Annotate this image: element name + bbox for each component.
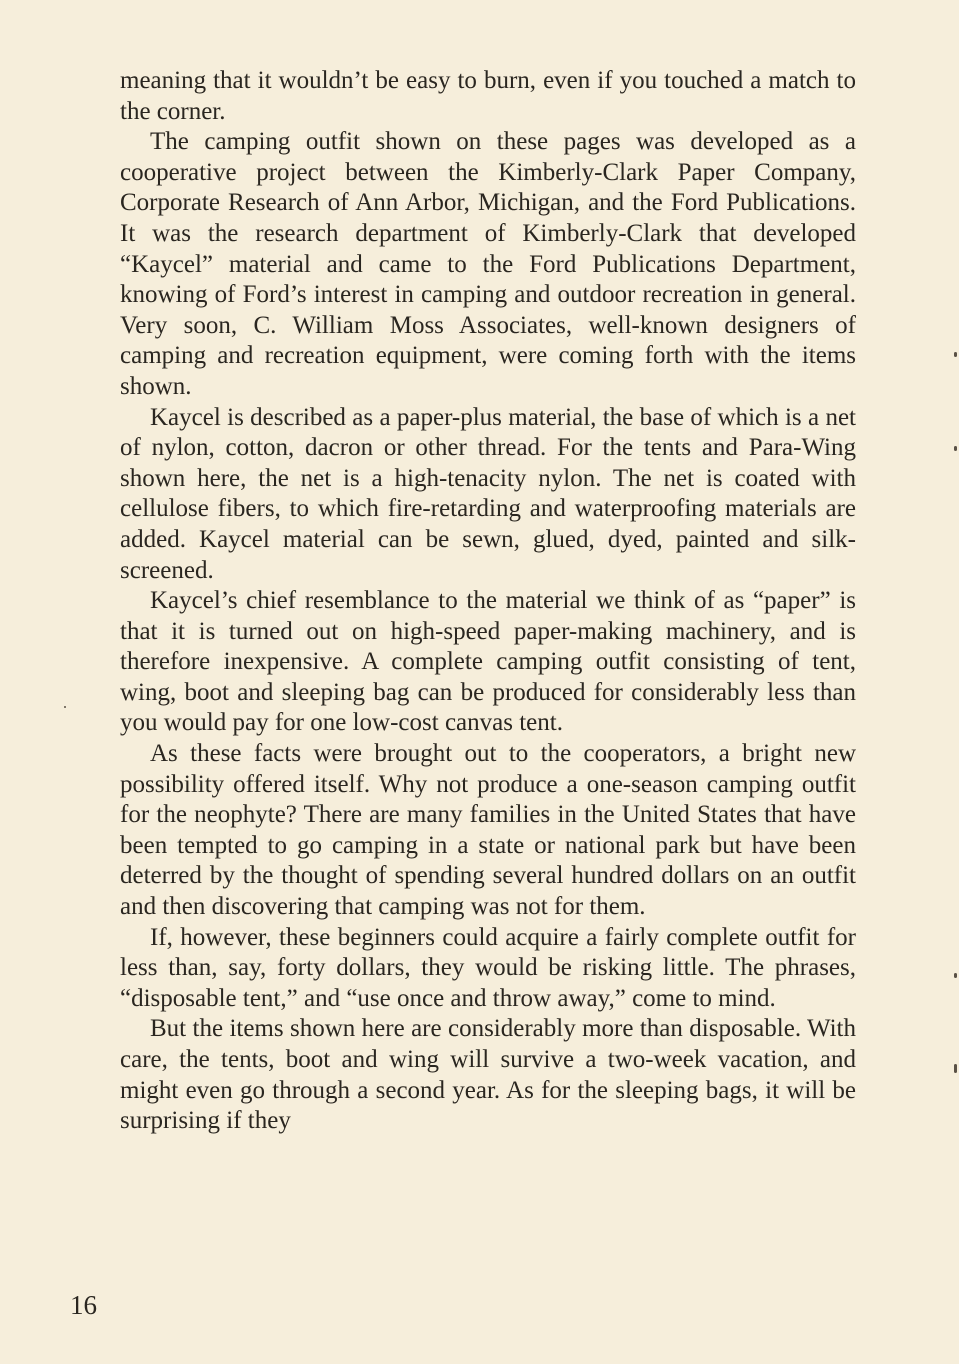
edge-speck (954, 352, 957, 357)
paragraph: Kaycel is described as a paper-plus material, the base of which is a net of nylon, cotton, dacron or other thread. For the tents and Para-Wing shown here, the net is a high-tenacity nylon. The net is coated with cellulose fibers, to which fire-retarding and waterproofing materials are added. Kaycel material can be sewn, glued, dyed, painted and silk-screened. (120, 403, 856, 584)
paragraph: The camping outfit shown on these pages was developed as a cooperative project between the Kimberly-Clark Paper Company, Corporate Research of Ann Arbor, Michigan, and the Ford Publications. It was the research department of Kimberly-Clark that developed “Kaycel” material and came to the Ford Publications Department, knowing of Ford’s interest in camping and outdoor recreation in general. Very soon, C. William Moss Associates, well-known designers of camping and recreation equipment, were coming forth with the items shown. (120, 128, 856, 400)
paragraph-continued: meaning that it wouldn’t be easy to burn, even if you touched a match to the corner. (120, 67, 856, 125)
body-text (120, 66, 856, 1137)
page-number: 16 (70, 1290, 97, 1320)
edge-speck (64, 706, 66, 708)
paragraph: Kaycel’s chief resemblance to the material we think of as “paper” is that it is turned out on high-speed paper-making machinery, and is therefore inexpensive. A complete camping outfit consisting of tent, wing, boot and sleeping bag can be produced for considerably less than you would pay for one low-cost canvas tent. (120, 587, 856, 737)
paragraph: If, however, these beginners could acquire a fairly complete outfit for less than, say, forty dollars, they would be risking little. The phrases, “disposable tent,” and “use once and throw away,” come to mind. (120, 923, 856, 1012)
edge-speck (954, 1064, 957, 1073)
paragraph: As these facts were brought out to the cooperators, a bright new possibility offered itself. Why not produce a one-season camping outfit for the neophyte? There are many families in the United States that have been tempted to go camping in a state or national park but have been deterred by the thought of spending several hundred dollars on an outfit and then discovering that camping was not for them. (120, 740, 856, 921)
edge-speck (954, 446, 957, 451)
edge-speck (954, 973, 957, 978)
paragraph: But the items shown here are considerably more than disposable. With care, the tents, boot and wing will survive a two-week vacation, and might even go through a second year. As for the sleeping bags, it will be surprising if they (120, 1015, 856, 1135)
